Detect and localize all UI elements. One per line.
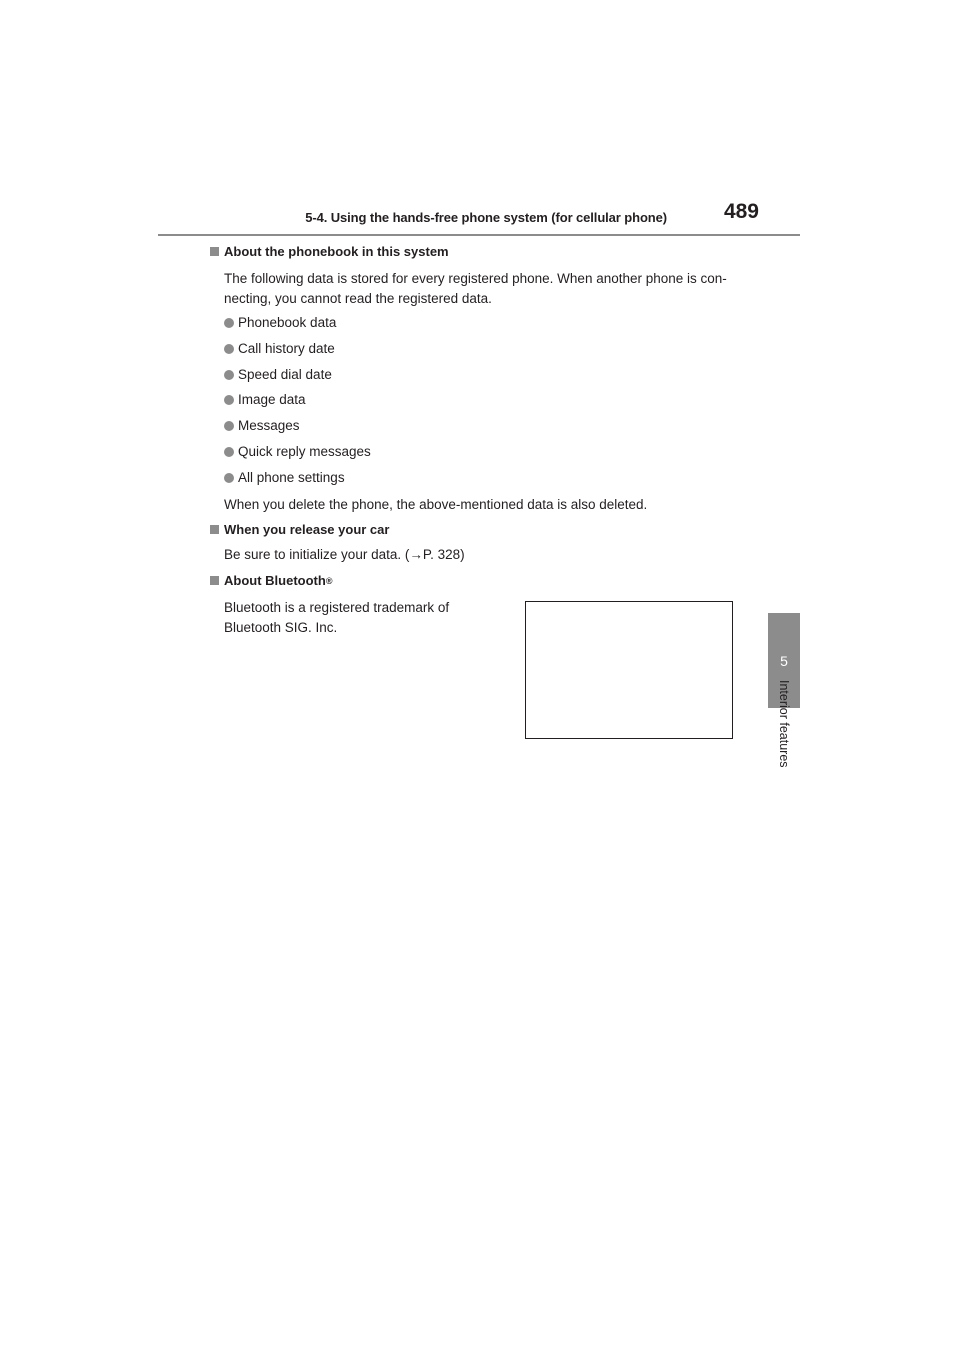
list-item: Quick reply messages [224, 444, 371, 459]
heading-phonebook: About the phonebook in this system [210, 244, 449, 259]
list-item: Speed dial date [224, 367, 332, 382]
bullet-dot-icon [224, 370, 234, 380]
bluetooth-text: Bluetooth is a registered trademark of Bluetooth SIG. Inc. [224, 600, 450, 635]
square-bullet-icon [210, 576, 219, 585]
heading-release-car: When you release your car [210, 522, 389, 537]
bullet-dot-icon [224, 421, 234, 431]
list-item: Messages [224, 418, 300, 433]
arrow-icon: → [409, 547, 423, 562]
bullet-dot-icon [224, 473, 234, 483]
page-header [158, 198, 800, 236]
bullet-dot-icon [224, 318, 234, 328]
square-bullet-icon [210, 247, 219, 256]
square-bullet-icon [210, 525, 219, 534]
bluetooth-logo-box [525, 601, 733, 739]
bullet-dot-icon [224, 447, 234, 457]
chapter-number: 5 [780, 652, 788, 669]
list-item: Call history date [224, 341, 335, 356]
chapter-label: Interior features [777, 680, 791, 768]
bullet-dot-icon [224, 395, 234, 405]
section-title: 5-4. Using the hands-free phone system (for cellular phone) [305, 210, 667, 225]
phonebook-intro: The following data is stored for every registered phone. When another phone is con- necting, you cannot read the registered data. [224, 271, 727, 306]
heading-bluetooth: About Bluetooth ® [210, 573, 332, 588]
list-item: Phonebook data [224, 315, 336, 330]
release-car-text: Be sure to initialize your data. (→P. 328) [224, 547, 465, 562]
page-number: 489 [723, 200, 759, 223]
page-reference[interactable]: P. 328) [422, 547, 465, 562]
phonebook-footer: When you delete the phone, the above-mentioned data is also deleted. [224, 497, 648, 512]
list-item: Image data [224, 392, 306, 407]
list-item: All phone settings [224, 470, 345, 485]
bullet-dot-icon [224, 344, 234, 354]
